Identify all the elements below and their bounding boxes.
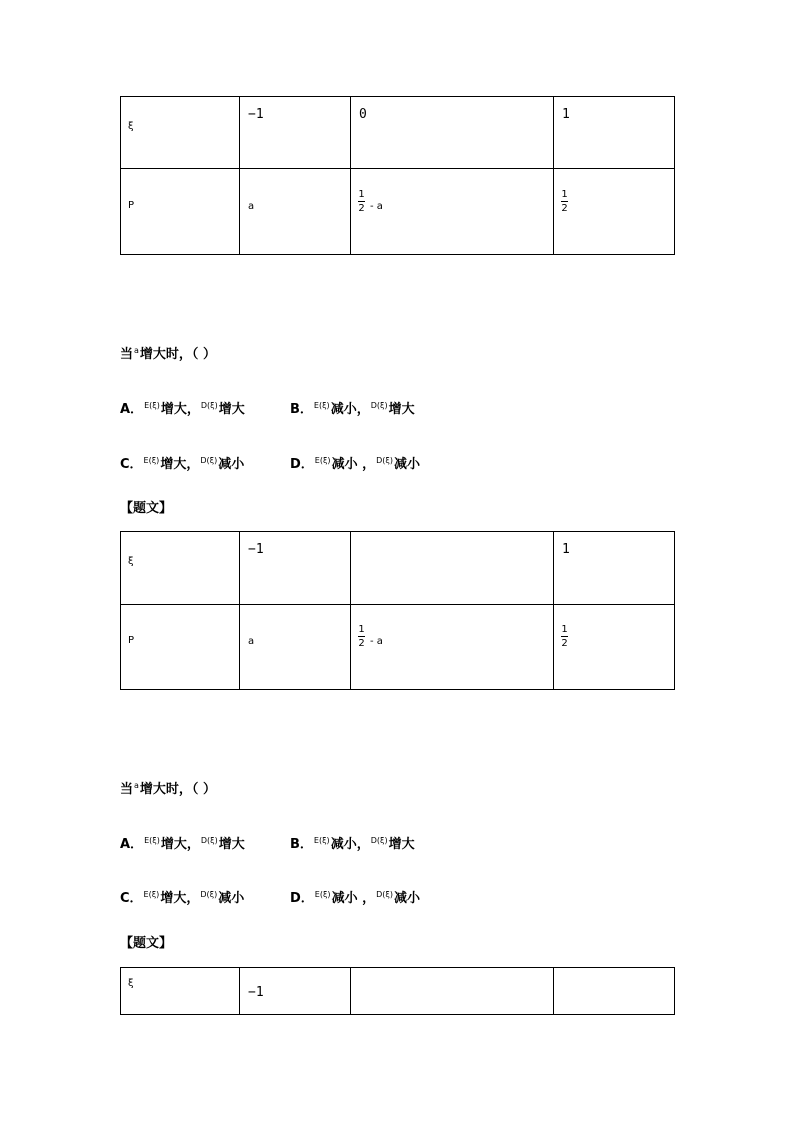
cell-x-1: 1 <box>554 97 675 169</box>
cell-p-half <box>554 605 675 690</box>
option-b-2: B．$^{E(\xi)}$减小，$^{D(\xi)}$增大 <box>290 836 415 852</box>
option-b-1: B．$^{E(\xi)}$减小，$^{D(\xi)}$增大 <box>290 401 415 417</box>
cell-p-label: P <box>121 605 240 690</box>
option-c-1: C．$^{E(\xi)}$增大，$^{D(\xi)}$减小 <box>120 456 245 472</box>
option-a-2: A．$^{E(\xi)}$增大，$^{D(\xi)}$增大 <box>120 836 245 852</box>
cell-p-a: a <box>240 169 351 255</box>
fraction-half: 1 2 <box>561 624 568 649</box>
option-d-1: D．$^{E(\xi)}$减小 ，$^{D(\xi)}$减小 <box>290 456 420 472</box>
cell-x-empty <box>554 968 675 1015</box>
cell-xi-label: ξ <box>121 97 240 169</box>
cell-x-empty <box>351 532 554 605</box>
cell-x-empty <box>351 968 554 1015</box>
distribution-table-3 <box>120 967 675 1015</box>
distribution-table-2 <box>120 531 675 690</box>
question-text-2: 当$^a$增大时，（ ） <box>120 781 216 797</box>
cell-xi-label: ξ <box>121 968 240 1015</box>
option-c-2: C．$^{E(\xi)}$增大，$^{D(\xi)}$减小 <box>120 890 245 906</box>
option-d-2: D．$^{E(\xi)}$减小 ，$^{D(\xi)}$减小 <box>290 890 420 906</box>
cell-p-a: a <box>240 605 351 690</box>
question-text-1: 当$^a$增大时，（ ） <box>120 346 216 362</box>
cell-p-half-minus-a: 1 2 - a <box>351 605 554 690</box>
distribution-table-1 <box>120 96 675 255</box>
cell-x-1: 1 <box>554 532 675 605</box>
fraction-half: 1 2 <box>358 624 365 649</box>
option-a-1: A．$^{E(\xi)}$增大，$^{D(\xi)}$增大 <box>120 401 245 417</box>
cell-xi-label: ξ <box>121 532 240 605</box>
cell-p-label: P <box>121 169 240 255</box>
cell-x-minus1: −1 <box>240 968 351 1015</box>
fraction-half: 1 2 <box>358 189 365 214</box>
cell-x-0: 0 <box>351 97 554 169</box>
section-label-2: 【题文】 <box>120 936 173 951</box>
fraction-half: 1 2 <box>561 189 568 214</box>
cell-x-minus1: −1 <box>240 97 351 169</box>
cell-p-half <box>554 169 675 255</box>
cell-x-minus1: −1 <box>240 532 351 605</box>
section-label-1: 【题文】 <box>120 501 173 516</box>
cell-p-half-minus-a: 1 2 - a <box>351 169 554 255</box>
